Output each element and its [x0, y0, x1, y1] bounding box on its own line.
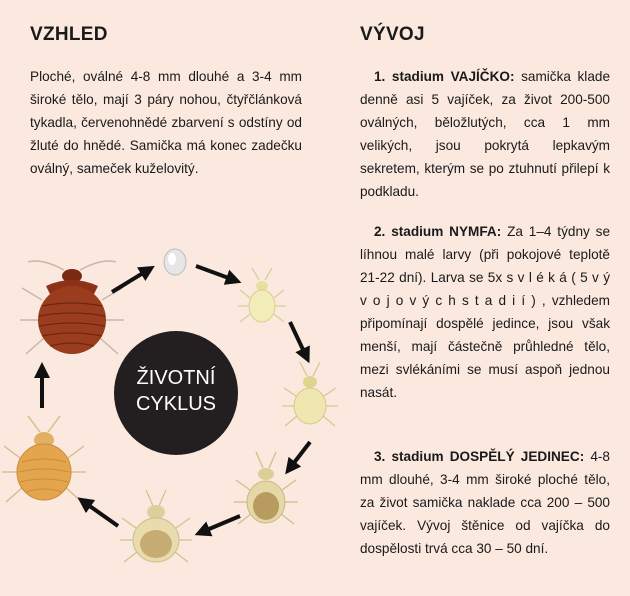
nymph-stage-2-icon [282, 362, 338, 426]
arrow-adult-to-egg [112, 270, 148, 292]
stage-1-text: samička klade denně asi 5 vajíček, za život 200-500 oválných, běložlutých, cca 1 mm velikých, jsou pokrytá lepkavým sekretem, kterým se po ztuhnutí přilepí k podkladu. [360, 69, 610, 199]
stage-1-paragraph [360, 65, 610, 203]
nymph-stage-4-icon [120, 490, 192, 562]
stage-3-number: 3. [374, 449, 386, 464]
stage-1-title: stadium VAJÍČKO: [391, 69, 515, 84]
stage-2-title: stadium NYMFA: [391, 224, 502, 239]
egg-icon [164, 249, 186, 275]
center-label-line1: ŽIVOTNÍ [136, 367, 216, 389]
center-label-line2: CYKLUS [135, 393, 217, 415]
vzhled-text: Ploché, oválné 4-8 mm dlouhé a 3-4 mm široké tělo, mají 3 páry nohou, čtyřčlánková tykadla, červenohnědé zbarvení s odstíny od žluté do hnědé. Samička má konec zadečku oválný, sameček kuželovitý. [30, 69, 302, 176]
nymph-stage-1-icon [238, 268, 286, 322]
stage-2-number: 2. [374, 224, 386, 239]
stage-3-text: 4-8 mm dlouhé, 3-4 mm široké ploché tělo, za život samička naklade cca 200 – 500 vajíček. Vývoj štěnice od vajíčka do dospělosti trvá cca 30 – 50 dní. [360, 449, 610, 556]
stage-3-paragraph [360, 445, 610, 560]
vyvoj-heading: VÝVOJ [360, 24, 425, 45]
nymph-stage-5-icon [2, 416, 86, 502]
life-cycle-diagram [0, 230, 345, 596]
stage-2-paragraph [360, 220, 610, 404]
vzhled-heading: VZHLED [30, 24, 108, 45]
nymph-stage-3-icon [234, 452, 298, 524]
adult-bug-icon [20, 261, 124, 354]
arrow-nymph1-to-nymph2 [290, 322, 306, 356]
arrow-egg-to-nymph1 [196, 266, 234, 280]
arrow-nymph4-to-nymph5 [84, 502, 118, 526]
stage-2-text: Za 1–4 týdny se líhnou malé larvy (při pokojové teplotě 21-22 dní). Larva se 5x s v l é k á ( 5 v ý v o j o v ý c h s t a d i í ) , vzhledem připomínají dospělé jedince, jsou však menší, mají částečně průhledné tělo, mezi svlékáními se musí aspoň jednou nasát. [360, 224, 610, 400]
arrow-nymph2-to-nymph3 [290, 442, 310, 468]
arrow-nymph3-to-nymph4 [202, 516, 240, 532]
stage-3-title: stadium DOSPĚLÝ JEDINEC: [391, 449, 585, 464]
stage-1-number: 1. [374, 69, 386, 84]
